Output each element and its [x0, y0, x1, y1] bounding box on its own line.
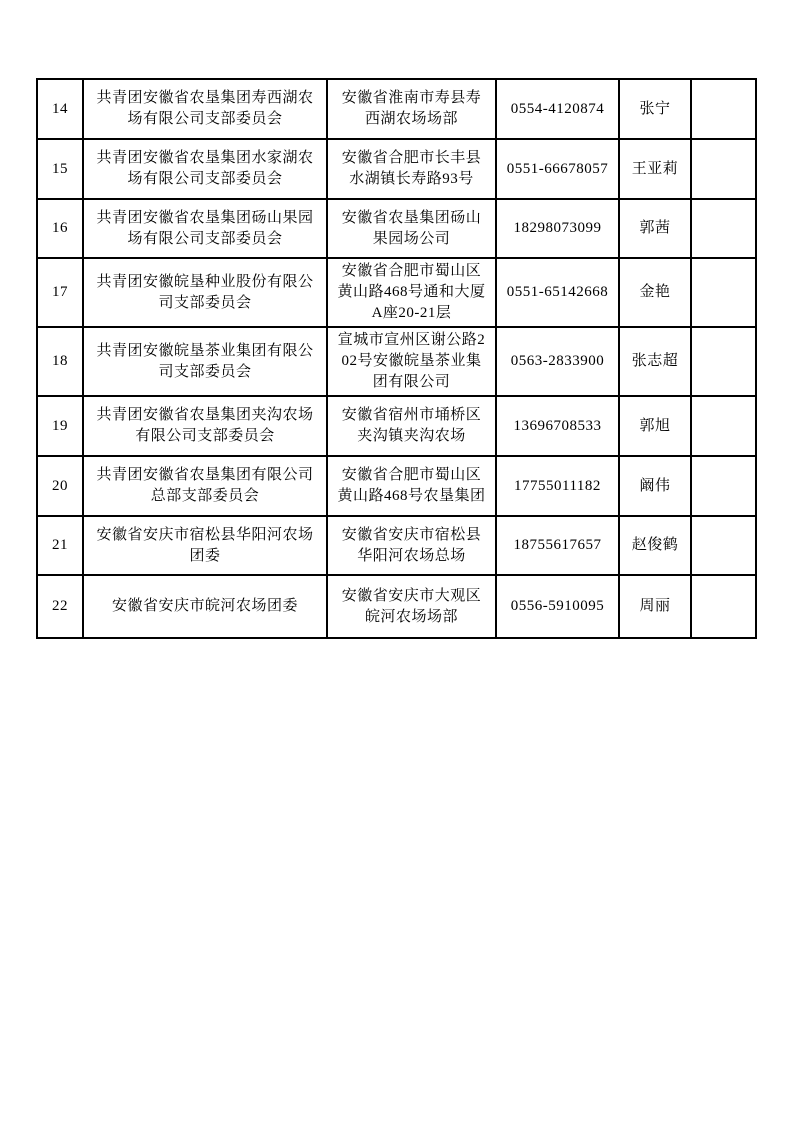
phone-number: 18298073099	[496, 199, 619, 258]
table-row	[37, 258, 756, 327]
contact-name: 张志超	[619, 327, 691, 396]
remark-cell	[691, 199, 756, 258]
remark-cell	[691, 516, 756, 575]
remark-cell	[691, 327, 756, 396]
phone-number: 0556-5910095	[496, 575, 619, 638]
organization-name: 安徽省安庆市皖河农场团委	[83, 575, 327, 638]
row-number: 20	[37, 456, 83, 516]
address-cell: 安徽省宿州市埇桥区夹沟镇夹沟农场	[327, 396, 496, 456]
phone-number: 0551-65142668	[496, 258, 619, 327]
row-number: 22	[37, 575, 83, 638]
phone-number: 0554-4120874	[496, 79, 619, 139]
organization-name: 共青团安徽皖垦茶业集团有限公司支部委员会	[83, 327, 327, 396]
address-cell: 安徽省安庆市大观区皖河农场场部	[327, 575, 496, 638]
phone-number: 0551-66678057	[496, 139, 619, 199]
address-cell: 安徽省安庆市宿松县华阳河农场总场	[327, 516, 496, 575]
contact-name: 阚伟	[619, 456, 691, 516]
remark-cell	[691, 79, 756, 139]
organization-name: 共青团安徽皖垦种业股份有限公司支部委员会	[83, 258, 327, 327]
table-row	[37, 456, 756, 516]
row-number: 18	[37, 327, 83, 396]
table-row	[37, 396, 756, 456]
contact-name: 郭茜	[619, 199, 691, 258]
branch-contact-table	[36, 78, 757, 639]
contact-name: 郭旭	[619, 396, 691, 456]
remark-cell	[691, 456, 756, 516]
phone-number: 17755011182	[496, 456, 619, 516]
phone-number: 13696708533	[496, 396, 619, 456]
address-cell: 安徽省合肥市蜀山区黄山路468号农垦集团	[327, 456, 496, 516]
table-row	[37, 139, 756, 199]
contact-name: 赵俊鹤	[619, 516, 691, 575]
row-number: 16	[37, 199, 83, 258]
row-number: 17	[37, 258, 83, 327]
organization-name: 共青团安徽省农垦集团水家湖农场有限公司支部委员会	[83, 139, 327, 199]
organization-name: 共青团安徽省农垦集团有限公司总部支部委员会	[83, 456, 327, 516]
contact-name: 金艳	[619, 258, 691, 327]
organization-name: 共青团安徽省农垦集团夹沟农场有限公司支部委员会	[83, 396, 327, 456]
phone-number: 18755617657	[496, 516, 619, 575]
table-row	[37, 79, 756, 139]
address-cell: 安徽省淮南市寿县寿西湖农场场部	[327, 79, 496, 139]
table-row	[37, 199, 756, 258]
organization-name: 共青团安徽省农垦集团砀山果园场有限公司支部委员会	[83, 199, 327, 258]
address-cell: 安徽省合肥市蜀山区黄山路468号通和大厦A座20-21层	[327, 258, 496, 327]
organization-name: 安徽省安庆市宿松县华阳河农场团委	[83, 516, 327, 575]
contact-name: 张宁	[619, 79, 691, 139]
address-cell: 宣城市宣州区谢公路202号安徽皖垦茶业集团有限公司	[327, 327, 496, 396]
remark-cell	[691, 396, 756, 456]
phone-number: 0563-2833900	[496, 327, 619, 396]
row-number: 19	[37, 396, 83, 456]
address-cell: 安徽省农垦集团砀山果园场公司	[327, 199, 496, 258]
contact-name: 王亚莉	[619, 139, 691, 199]
table-row	[37, 575, 756, 638]
contact-name: 周丽	[619, 575, 691, 638]
row-number: 15	[37, 139, 83, 199]
table-row	[37, 327, 756, 396]
row-number: 14	[37, 79, 83, 139]
organization-name: 共青团安徽省农垦集团寿西湖农场有限公司支部委员会	[83, 79, 327, 139]
address-cell: 安徽省合肥市长丰县水湖镇长寿路93号	[327, 139, 496, 199]
remark-cell	[691, 139, 756, 199]
table-row	[37, 516, 756, 575]
remark-cell	[691, 258, 756, 327]
row-number: 21	[37, 516, 83, 575]
remark-cell	[691, 575, 756, 638]
